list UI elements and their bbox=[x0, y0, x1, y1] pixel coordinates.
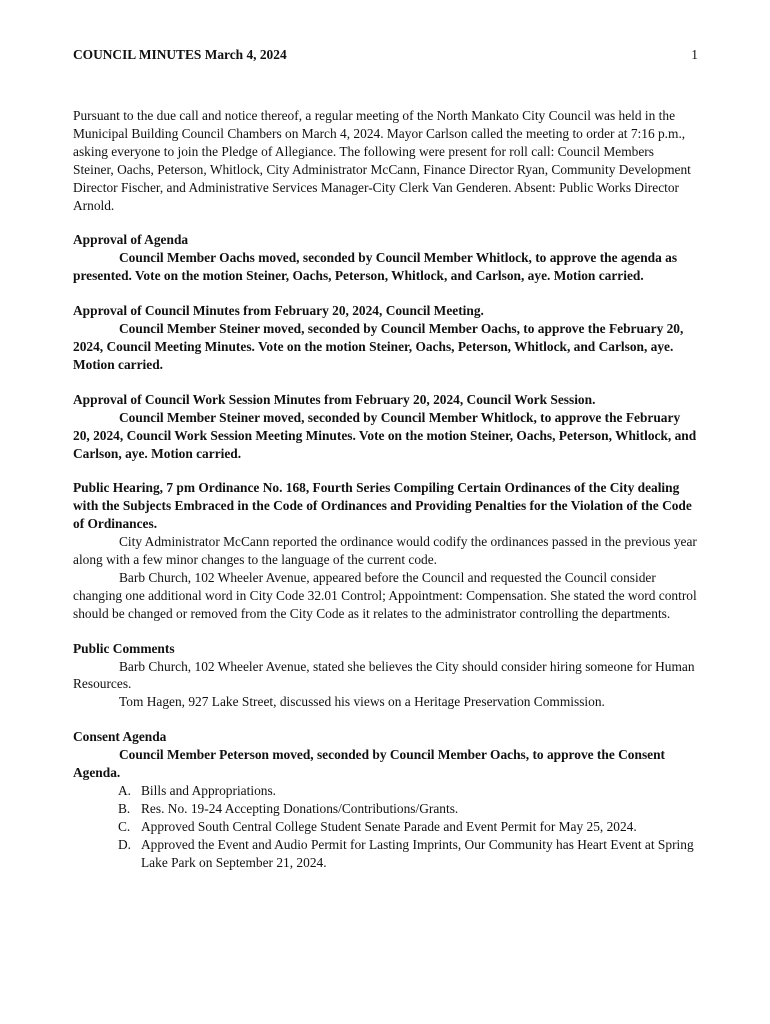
item-letter: A. bbox=[118, 783, 132, 798]
section-public-comments bbox=[73, 640, 698, 712]
section-approval-of-minutes bbox=[73, 302, 698, 374]
consent-items-list bbox=[73, 782, 698, 872]
item-letter: C. bbox=[118, 818, 131, 834]
list-item bbox=[73, 800, 698, 818]
page-number: 1 bbox=[691, 47, 698, 62]
motion-text: Council Member Oachs moved, seconded by Council Member Whitlock, to approve the agenda as presented. Vote on the motion Steiner, Oachs, Peterson, Whitlock, and Carlson, aye. Motion carried. bbox=[73, 250, 678, 284]
section-heading: Consent Agenda bbox=[73, 729, 167, 745]
item-letter: B. bbox=[118, 800, 131, 816]
section-work-session-minutes bbox=[73, 391, 698, 463]
item-letter: D. bbox=[118, 836, 132, 852]
section-heading: Public Hearing, 7 pm Ordinance No. 168, Fourth Series Compiling Certain Ordinances of the City dealing with the Subjects Embraced in the Code of Ordinances and Providing Penalties for the Violation of the Code of Ordinances. bbox=[73, 480, 692, 532]
document-title: COUNCIL MINUTES March 4, 2024 bbox=[73, 47, 287, 62]
paragraph: Barb Church, 102 Wheeler Avenue, stated she believes the City should consider hiring someone for Human Resources. bbox=[73, 658, 695, 692]
page-header bbox=[73, 46, 698, 64]
item-text: Approved South Central College Student Senate Parade and Event Permit for May 25, 2024. bbox=[141, 818, 637, 834]
section-heading: Approval of Agenda bbox=[73, 232, 189, 248]
motion-text: Council Member Peterson moved, seconded by Council Member Oachs, to approve the Consent Agenda. bbox=[73, 747, 666, 781]
section-approval-of-agenda bbox=[73, 231, 698, 285]
motion-text: Council Member Steiner moved, seconded by Council Member Oachs, to approve the February 20, 2024, Council Meeting Minutes. Vote on the motion Steiner, Oachs, Peterson, Whitlock, and Carlson, aye. Motion carried. bbox=[73, 321, 684, 372]
minutes-page bbox=[73, 46, 698, 872]
paragraph: City Administrator McCann reported the ordinance would codify the ordinances passed in the previous year along with a few minor changes to the language of the current code. bbox=[73, 534, 697, 568]
list-item bbox=[73, 782, 698, 800]
section-heading: Approval of Council Work Session Minutes from February 20, 2024, Council Work Session. bbox=[73, 391, 596, 407]
motion-text: Council Member Steiner moved, seconded by Council Member Whitlock, to approve the February 20, 2024, Council Work Session Meeting Minutes. Vote on the motion Steiner, Oachs, Peterson, Whitlock, and Carlson, aye. Motion carried. bbox=[73, 409, 697, 461]
section-heading: Public Comments bbox=[73, 640, 175, 656]
item-text: Res. No. 19-24 Accepting Donations/Contributions/Grants. bbox=[141, 800, 459, 816]
section-consent-agenda bbox=[73, 728, 698, 871]
paragraph: Barb Church, 102 Wheeler Avenue, appeared before the Council and requested the Council consider changing one additional word in City Code 32.01 Control; Appointment: Compensation. She stated the word control should be changed or removed from the City Code as it relates to the administrator controlling the departments. bbox=[73, 569, 697, 621]
section-public-hearing bbox=[73, 479, 698, 622]
paragraph: Tom Hagen, 927 Lake Street, discussed his views on a Heritage Preservation Commission. bbox=[119, 694, 605, 710]
item-text: Approved the Event and Audio Permit for Lasting Imprints, Our Community has Heart Event at Spring Lake Park on September 21, 2024. bbox=[141, 836, 694, 870]
intro-paragraph: Pursuant to the due call and notice thereof, a regular meeting of the North Mankato City Council was held in the Municipal Building Council Chambers on March 4, 2024. Mayor Carlson called the meeting to order at 7:16 p.m., asking everyone to join the Pledge of Allegiance. The following were present for roll call: Council Members Steiner, Oachs, Peterson, Whitlock, City Administrator McCann, Finance Director Ryan, Community Development Director Fischer, and Administrative Services Manager-City Clerk Van Genderen. Absent: Public Works Director Arnold. bbox=[73, 108, 691, 213]
section-heading: Approval of Council Minutes from February 20, 2024, Council Meeting. bbox=[73, 303, 484, 319]
list-item bbox=[73, 818, 698, 836]
item-text: Bills and Appropriations. bbox=[141, 783, 277, 798]
list-item bbox=[73, 836, 698, 872]
